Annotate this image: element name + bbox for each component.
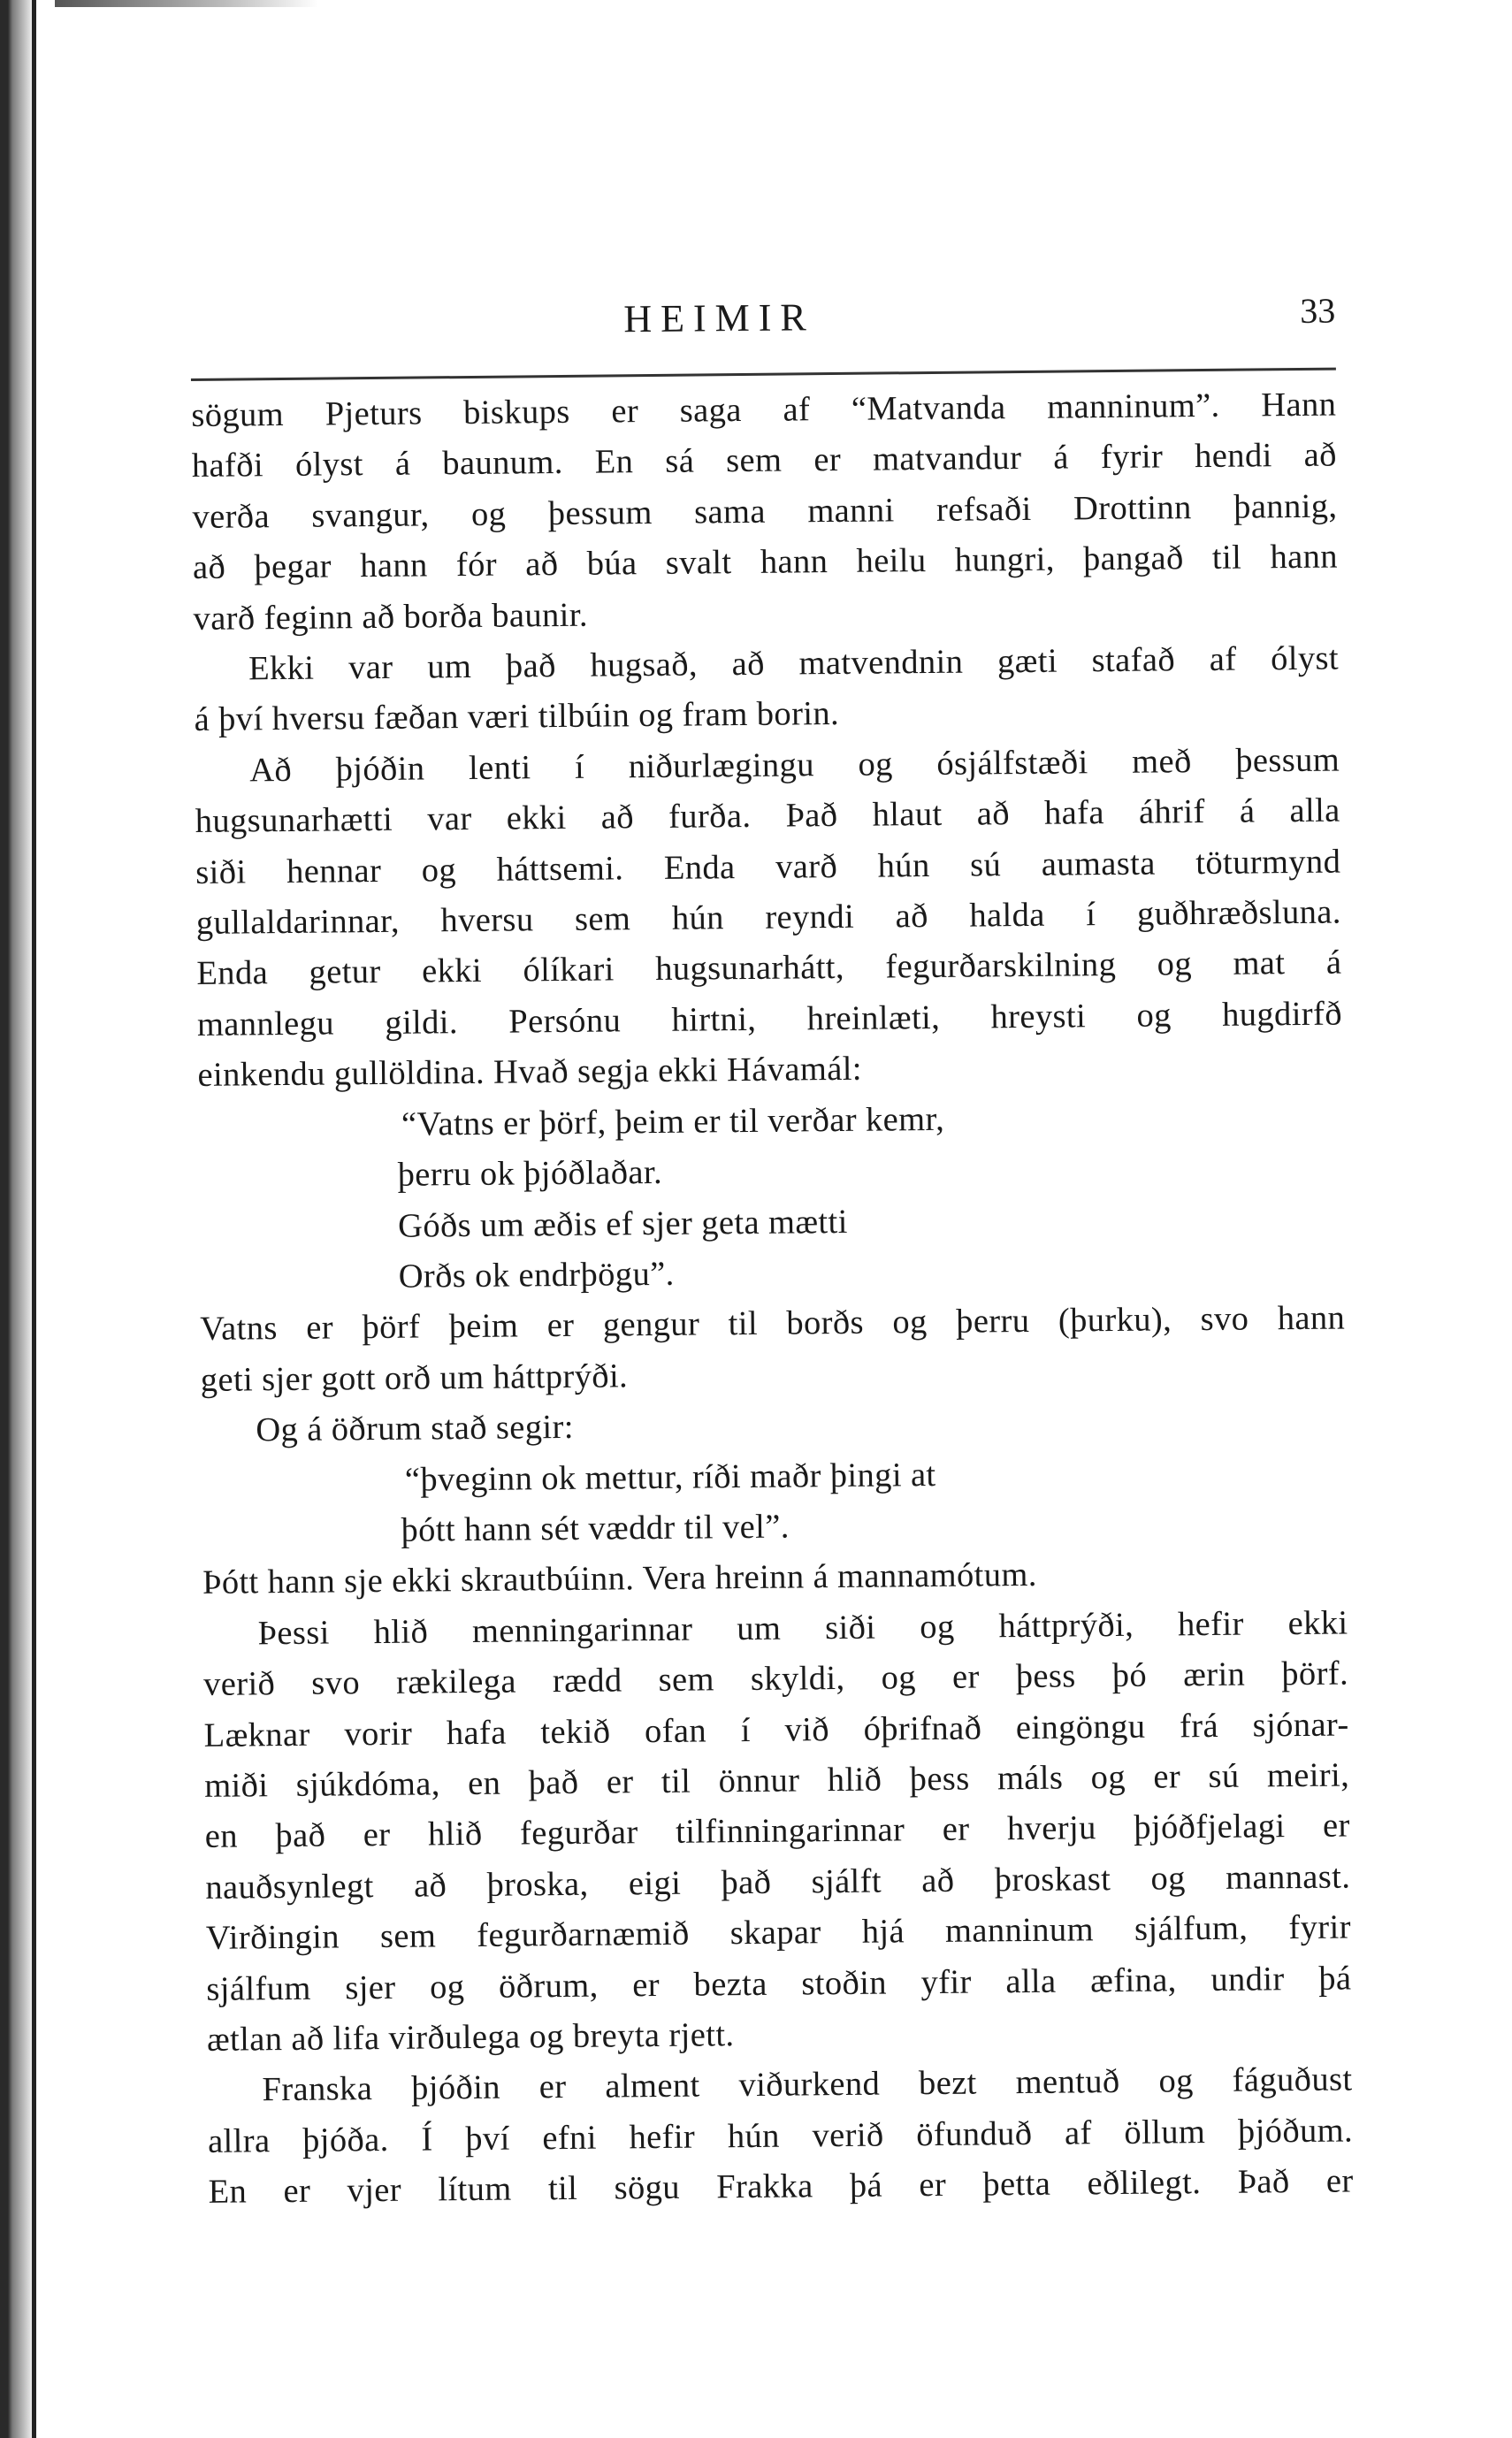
text-line: Góðs um æðis ef sjer geta mætti xyxy=(397,1203,848,1245)
text-line: einkendu gullöldina. Hvað segja ekki Hávamál: xyxy=(197,1051,863,1095)
text-line: Orðs ok endrþögu”. xyxy=(398,1255,675,1295)
text-line: sjálfum sjer og öðrum, er bezta stoðin yfir alla æfina, undir þá xyxy=(206,1960,1352,2008)
text-line: ætlan að lifa virðulega og breyta rjett. xyxy=(206,2016,735,2059)
text-line: miði sjúkdóma, en það er til önnur hlið þess máls og er sú meiri, xyxy=(204,1756,1350,1805)
text-line: nauðsynlegt að þroska, eigi það sjálft að þroskast og mannast. xyxy=(205,1858,1351,1907)
body-text xyxy=(191,380,1354,2219)
text-line: Enda getur ekki ólíkari hugsunarhátt, fegurðarskilning og mat á xyxy=(196,944,1342,993)
text-line: siði hennar og háttsemi. Enda varð hún sú aumasta töturmynd xyxy=(195,843,1341,891)
text-line: Læknar vorir hafa tekið ofan í við óþrifnað eingöngu frá sjónar- xyxy=(203,1706,1349,1754)
text-line: gullaldarinnar, hversu sem hún reyndi að halda í guðhræðsluna. xyxy=(195,893,1341,943)
header-rule xyxy=(191,368,1336,381)
text-line: Þótt hann sje ekki skrautbúinn. Vera hreinn á mannamótum. xyxy=(202,1556,1037,1602)
text-line: Vatns er þörf þeim er gengur til borðs og þerru (þurku), svo hann xyxy=(200,1299,1346,1349)
text-line: sögum Pjeturs biskups er saga af “Matvanda manninum”. Hann xyxy=(191,386,1337,434)
text-line: þótt hann sét væddr til vel”. xyxy=(401,1508,790,1549)
text-line: Að þjóðin lenti í niðurlægingu og ósjálfstæði með þessum xyxy=(248,741,1340,790)
text-line: Og á öðrum stað segir: xyxy=(256,1409,575,1449)
scan-binding-edge xyxy=(32,0,36,2438)
text-line: þerru ok þjóðlaðar. xyxy=(397,1154,663,1194)
text-line: varð feginn að borða baunir. xyxy=(193,596,589,638)
text-line: verið svo rækilega rædd sem skyldi, og er þess þó ærin þörf. xyxy=(202,1655,1349,1704)
page-header xyxy=(190,281,1336,354)
text-line: verða svangur, og þessum sama manni refsaði Drottinn þannig, xyxy=(192,487,1338,536)
text-line: hugsunarhætti var ekki að furða. Það hlaut að hafa áhrif á alla xyxy=(195,791,1340,841)
text-line: “þveginn ok mettur, ríði maðr þingi at xyxy=(404,1456,936,1499)
text-line: Þessi hlið menningarinnar um siði og háttprýði, hefir ekki xyxy=(257,1604,1348,1653)
text-line: “Vatns er þörf, þeim er til verðar kemr, xyxy=(401,1100,945,1143)
text-line: hafði ólyst á baunum. En sá sem er matvandur á fyrir hendi að xyxy=(191,436,1338,485)
running-title: HEIMIR xyxy=(623,295,815,341)
text-line: á því hversu fæðan væri tilbúin og fram borin. xyxy=(194,695,840,739)
scan-binding-shadow xyxy=(0,0,55,2438)
text-line: geti sjer gott orð um háttprýði. xyxy=(200,1357,629,1399)
page-number: 33 xyxy=(1300,290,1336,331)
text-line: allra þjóða. Í því efni hefir hún verið öfunduð af öllum þjóðum. xyxy=(207,2112,1354,2160)
text-line: Ekki var um það hugsað, að matvendnin gæti stafað af ólyst xyxy=(248,639,1340,688)
text-line: Virðingin sem fegurðarnæmið skapar hjá manninum sjálfum, fyrir xyxy=(205,1908,1352,1958)
text-line: Franska þjóðin er alment viðurkend bezt mentuð og fáguðust xyxy=(262,2060,1353,2109)
text-line: mannlegu gildi. Persónu hirtni, hreinlæti, hreysti og hugdirfð xyxy=(196,995,1343,1043)
text-line: en það er hlið fegurðar tilfinningarinnar er hverju þjóðfjelagi er xyxy=(204,1807,1350,1856)
book-page xyxy=(190,281,1354,2212)
text-line: En er vjer lítum til sögu Frakka þá er þetta eðlilegt. Það er xyxy=(208,2162,1354,2212)
text-line: að þegar hann fór að búa svalt hann heilu hungri, þangað til hann xyxy=(192,538,1339,587)
